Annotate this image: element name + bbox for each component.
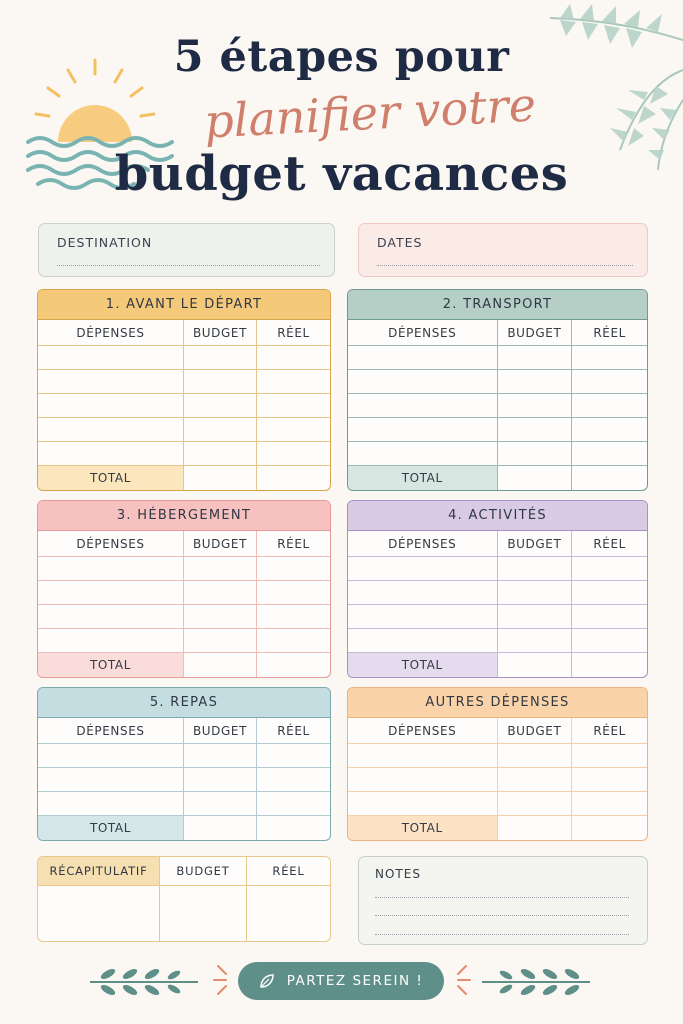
total-actual-cell[interactable]	[257, 816, 330, 840]
expense-cell[interactable]	[348, 557, 498, 580]
table-row	[348, 370, 647, 394]
budget-cell[interactable]	[498, 744, 573, 767]
actual-column-header: RÉEL	[277, 723, 310, 738]
expense-cell[interactable]	[38, 557, 184, 580]
expense-cell[interactable]	[348, 629, 498, 652]
table-row	[348, 418, 647, 442]
actual-cell[interactable]	[257, 605, 330, 628]
total-row	[38, 466, 330, 490]
expense-cell[interactable]	[38, 394, 184, 417]
section-activites	[347, 500, 648, 678]
actual-cell[interactable]	[257, 581, 330, 604]
expenses-column-header: DÉPENSES	[38, 718, 184, 743]
table-row	[348, 605, 647, 629]
budget-cell[interactable]	[184, 605, 257, 628]
budget-column-header: BUDGET	[498, 718, 573, 743]
expense-cell[interactable]	[38, 442, 184, 465]
section-transport	[347, 289, 648, 491]
budget-cell[interactable]	[184, 346, 257, 369]
expense-cell[interactable]	[348, 370, 498, 393]
notes-box[interactable]	[358, 856, 648, 945]
table-row	[348, 629, 647, 653]
budget-cell[interactable]	[498, 629, 573, 652]
expense-cell[interactable]	[348, 744, 498, 767]
table-row	[38, 394, 330, 418]
total-label: TOTAL	[38, 466, 184, 490]
actual-column-header: RÉEL	[277, 536, 310, 551]
actual-cell[interactable]	[257, 394, 330, 417]
budget-column-header: BUDGET	[184, 320, 257, 345]
total-row	[348, 466, 647, 490]
budget-cell[interactable]	[498, 557, 573, 580]
partez-serein-button[interactable]	[238, 962, 444, 1000]
total-label: TOTAL	[348, 816, 498, 840]
actual-cell[interactable]	[572, 557, 647, 580]
expense-cell[interactable]	[348, 581, 498, 604]
expenses-column-header: DÉPENSES	[348, 320, 498, 345]
partez-serein-label: PARTEZ SEREIN !	[286, 973, 424, 989]
expense-cell[interactable]	[38, 605, 184, 628]
actual-cell[interactable]	[257, 418, 330, 441]
actual-cell[interactable]	[257, 370, 330, 393]
total-label: TOTAL	[38, 816, 184, 840]
expense-cell[interactable]	[38, 744, 184, 767]
budget-cell[interactable]	[498, 792, 573, 815]
actual-cell[interactable]	[257, 792, 330, 815]
table-row	[38, 346, 330, 370]
budget-cell[interactable]	[498, 418, 573, 441]
expense-cell[interactable]	[348, 346, 498, 369]
total-budget-cell[interactable]	[184, 466, 257, 490]
total-budget-cell[interactable]	[498, 466, 573, 490]
total-label: TOTAL	[348, 653, 498, 677]
dates-label: DATES	[377, 235, 423, 250]
column-header-row	[348, 320, 647, 346]
budget-cell[interactable]	[498, 370, 573, 393]
total-budget-cell[interactable]	[184, 816, 257, 840]
expense-cell[interactable]	[348, 768, 498, 791]
section-avant-depart	[37, 289, 331, 491]
actual-cell[interactable]	[257, 629, 330, 652]
left-sparkle-icon	[212, 962, 236, 998]
left-branch-icon	[88, 966, 200, 998]
table-row	[348, 768, 647, 792]
total-label: TOTAL	[38, 653, 184, 677]
section-hebergement	[37, 500, 331, 678]
actual-cell[interactable]	[572, 346, 647, 369]
actual-column-header: RÉEL	[593, 325, 626, 340]
budget-cell[interactable]	[498, 605, 573, 628]
notes-label: NOTES	[375, 867, 421, 881]
actual-column-header: RÉEL	[277, 325, 310, 340]
total-budget-cell[interactable]	[498, 653, 573, 677]
table-row	[348, 792, 647, 816]
section-title: AUTRES DÉPENSES	[348, 688, 647, 718]
table-row	[38, 557, 330, 581]
expense-cell[interactable]	[38, 346, 184, 369]
budget-cell[interactable]	[498, 394, 573, 417]
actual-cell[interactable]	[572, 370, 647, 393]
actual-cell[interactable]	[572, 744, 647, 767]
column-header-row	[348, 531, 647, 557]
expense-cell[interactable]	[348, 792, 498, 815]
table-row	[348, 581, 647, 605]
actual-cell[interactable]	[572, 418, 647, 441]
total-row	[348, 653, 647, 677]
total-actual-cell[interactable]	[257, 653, 330, 677]
expense-cell[interactable]	[348, 394, 498, 417]
expense-cell[interactable]	[38, 629, 184, 652]
expenses-column-header: DÉPENSES	[348, 718, 498, 743]
total-actual-cell[interactable]	[572, 816, 647, 840]
total-label: TOTAL	[348, 466, 498, 490]
actual-cell[interactable]	[572, 605, 647, 628]
actual-cell[interactable]	[572, 442, 647, 465]
total-actual-cell[interactable]	[572, 466, 647, 490]
total-actual-cell[interactable]	[572, 653, 647, 677]
expenses-column-header: DÉPENSES	[348, 531, 498, 556]
column-header-row	[348, 718, 647, 744]
table-row	[348, 744, 647, 768]
expenses-column-header: DÉPENSES	[38, 531, 184, 556]
recap-cell-actual[interactable]	[247, 886, 330, 942]
table-row	[38, 605, 330, 629]
budget-cell[interactable]	[184, 629, 257, 652]
table-row	[348, 557, 647, 581]
table-row	[348, 442, 647, 466]
right-sparkle-icon	[448, 962, 472, 998]
dates-line	[377, 265, 633, 266]
expense-cell[interactable]	[38, 768, 184, 791]
title-line-3: budget vacances	[114, 146, 569, 202]
recap-cell-label[interactable]	[38, 886, 160, 942]
recap-budget-header: BUDGET	[160, 857, 247, 885]
recap-cell-budget[interactable]	[160, 886, 247, 942]
total-budget-cell[interactable]	[498, 816, 573, 840]
section-title: 4. ACTIVITÉS	[348, 501, 647, 531]
section-title: 2. TRANSPORT	[348, 290, 647, 320]
budget-cell[interactable]	[184, 394, 257, 417]
actual-cell[interactable]	[257, 744, 330, 767]
total-row	[348, 816, 647, 840]
notes-line	[375, 934, 629, 935]
actual-column-header: RÉEL	[593, 536, 626, 551]
expense-cell[interactable]	[348, 442, 498, 465]
actual-cell[interactable]	[572, 629, 647, 652]
section-repas	[37, 687, 331, 841]
section-title: 3. HÉBERGEMENT	[38, 501, 330, 531]
table-row	[348, 394, 647, 418]
actual-cell[interactable]	[572, 792, 647, 815]
column-header-row	[38, 718, 330, 744]
actual-column-header: RÉEL	[593, 723, 626, 738]
table-row	[348, 346, 647, 370]
expense-cell[interactable]	[348, 605, 498, 628]
budget-cell[interactable]	[498, 442, 573, 465]
budget-column-header: BUDGET	[184, 531, 257, 556]
title-line-1: 5 étapes pour	[173, 32, 510, 82]
recap-label: RÉCAPITULATIF	[38, 857, 160, 885]
section-autres-depenses	[347, 687, 648, 841]
expense-cell[interactable]	[38, 418, 184, 441]
budget-cell[interactable]	[184, 442, 257, 465]
expense-cell[interactable]	[38, 370, 184, 393]
budget-cell[interactable]	[184, 768, 257, 791]
destination-box[interactable]	[38, 223, 335, 277]
right-branch-icon	[480, 966, 592, 998]
notes-line	[375, 915, 629, 916]
notes-line	[375, 897, 629, 898]
budget-cell[interactable]	[184, 792, 257, 815]
budget-column-header: BUDGET	[498, 320, 573, 345]
destination-line	[57, 265, 320, 266]
table-row	[38, 442, 330, 466]
total-row	[38, 653, 330, 677]
table-row	[38, 629, 330, 653]
budget-cell[interactable]	[184, 581, 257, 604]
recap-actual-header: RÉEL	[272, 864, 305, 878]
total-row	[38, 816, 330, 840]
budget-column-header: BUDGET	[498, 531, 573, 556]
table-row	[38, 792, 330, 816]
budget-cell[interactable]	[184, 744, 257, 767]
budget-cell[interactable]	[184, 557, 257, 580]
table-row	[38, 581, 330, 605]
section-title: 1. AVANT LE DÉPART	[38, 290, 330, 320]
dates-box[interactable]	[358, 223, 648, 277]
budget-cell[interactable]	[498, 768, 573, 791]
expense-cell[interactable]	[38, 581, 184, 604]
leaf-icon	[259, 973, 275, 989]
column-header-row	[38, 320, 330, 346]
expense-cell[interactable]	[348, 418, 498, 441]
actual-cell[interactable]	[257, 768, 330, 791]
table-row	[38, 768, 330, 792]
actual-cell[interactable]	[257, 557, 330, 580]
actual-cell[interactable]	[257, 442, 330, 465]
destination-label: DESTINATION	[57, 235, 153, 250]
section-title: 5. REPAS	[38, 688, 330, 718]
budget-cell[interactable]	[498, 581, 573, 604]
budget-column-header: BUDGET	[184, 718, 257, 743]
table-row	[38, 418, 330, 442]
budget-cell[interactable]	[498, 346, 573, 369]
column-header-row	[38, 531, 330, 557]
budget-cell[interactable]	[184, 370, 257, 393]
actual-cell[interactable]	[257, 346, 330, 369]
total-budget-cell[interactable]	[184, 653, 257, 677]
actual-cell[interactable]	[572, 768, 647, 791]
budget-cell[interactable]	[184, 418, 257, 441]
recap-table	[37, 856, 331, 942]
expense-cell[interactable]	[38, 792, 184, 815]
table-row	[38, 370, 330, 394]
title-line-2: planifier votre	[202, 77, 538, 149]
table-row	[38, 744, 330, 768]
actual-cell[interactable]	[572, 581, 647, 604]
total-actual-cell[interactable]	[257, 466, 330, 490]
actual-cell[interactable]	[572, 394, 647, 417]
expenses-column-header: DÉPENSES	[38, 320, 184, 345]
